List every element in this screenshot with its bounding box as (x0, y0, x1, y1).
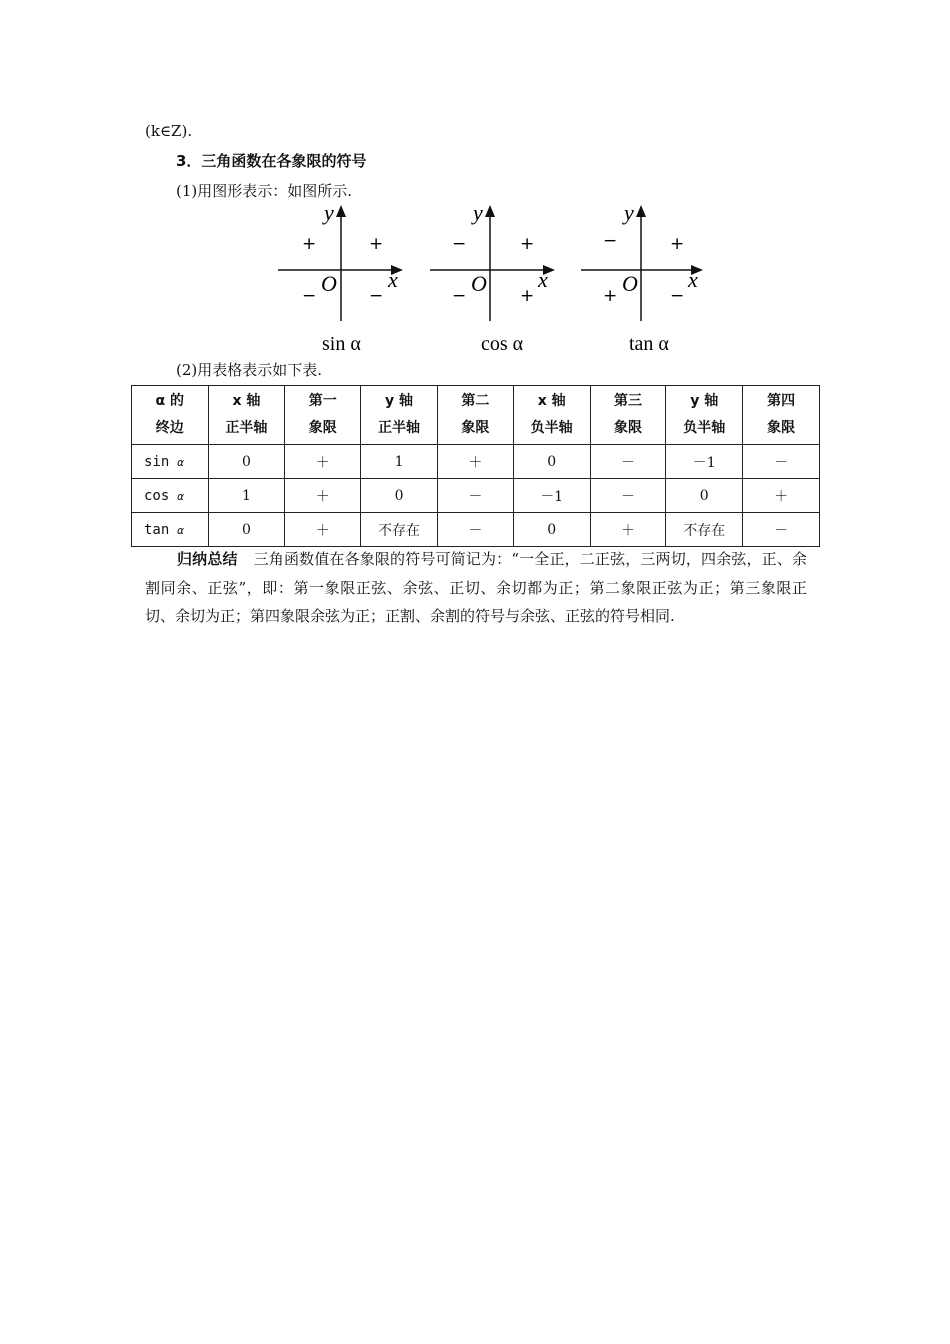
function-name: cos (144, 487, 170, 504)
table-cell: ＋ (743, 479, 820, 513)
table-header-cell (437, 386, 513, 445)
y-label: y (624, 200, 634, 225)
table-header-cell (666, 386, 743, 445)
table-cell: ＋ (437, 445, 513, 479)
quadrant-2-sign: − (452, 234, 467, 254)
table-cell: ＋ (590, 513, 666, 547)
intro-line (145, 121, 192, 141)
x-label: x (388, 267, 398, 292)
function-name: sin (144, 453, 170, 470)
diagram-caption: cos α (481, 333, 524, 355)
summary-text: 三角函数值在各象限的符号可简记为：“一全正，二正弦，三两切，四余弦，正、余割同余、正弦”，即：第一象限正弦、余弦、正切、余切都为正；第二象限正弦为正；第三象限正切、余切为正；第四象限余弦为正；正割、余割的符号与余弦、正弦的符号相同. (145, 550, 807, 625)
diagram-caption: sin α (322, 333, 361, 355)
sign-diagram-cos (430, 200, 560, 362)
table-cell: － (437, 513, 513, 547)
quadrant-3-sign: + (603, 286, 618, 306)
part1-text (176, 181, 352, 201)
quadrant-4-sign: − (369, 286, 384, 306)
table-header-cell (513, 386, 590, 445)
section-title-text: 3．三角函数在各象限的符号 (176, 152, 367, 170)
table-cell: 0 (361, 479, 438, 513)
x-label: x (688, 267, 698, 292)
sin-diagram-svg (278, 200, 408, 358)
function-name: tan (144, 521, 170, 538)
table-cell: － (743, 445, 820, 479)
table-cell: 0 (208, 445, 285, 479)
quadrant-3-sign: − (302, 286, 317, 306)
table-cell: 不存在 (361, 513, 438, 547)
function-name-cell (132, 445, 209, 479)
quadrant-1-sign: + (670, 234, 685, 254)
header-line2: 负半轴 (683, 420, 726, 436)
table-cell: 0 (513, 513, 590, 547)
cos-diagram-svg (430, 200, 560, 358)
table-header-cell (743, 386, 820, 445)
origin-label: O (622, 271, 638, 296)
quadrant-2-sign: − (603, 231, 618, 251)
quadrant-4-sign: − (670, 286, 685, 306)
table-cell: － (743, 513, 820, 547)
origin-label: O (321, 271, 337, 296)
table-header-cell (132, 386, 209, 445)
y-label: y (324, 200, 334, 225)
y-arrow-icon (336, 205, 346, 217)
table-header-cell (590, 386, 666, 445)
quadrant-3-sign: − (452, 286, 467, 306)
header-line1: y 轴 (690, 393, 719, 409)
table-cell: 0 (208, 513, 285, 547)
table-cell: － (590, 445, 666, 479)
table-cell: － (437, 479, 513, 513)
summary-title: 归纳总结 (177, 550, 238, 568)
header-line2: 象限 (308, 420, 337, 436)
table-cell: 0 (513, 445, 590, 479)
part1-label: (1)用图形表示：如图所示. (176, 182, 353, 200)
header-line1: x 轴 (537, 393, 566, 409)
header-line2: 象限 (461, 420, 490, 436)
table-cell: －1 (513, 479, 590, 513)
section-title (176, 151, 366, 171)
sign-table (131, 385, 820, 547)
sign-diagram-tan (581, 200, 711, 362)
header-line1: α 的 (155, 393, 185, 409)
header-line1: 第四 (767, 393, 796, 409)
diagram-caption: tan α (629, 333, 669, 355)
table-cell: 1 (361, 445, 438, 479)
table-header-cell (208, 386, 285, 445)
alpha-symbol: α (177, 489, 184, 503)
origin-label: O (471, 271, 487, 296)
header-line2: 负半轴 (530, 420, 573, 436)
header-line2: 象限 (767, 420, 796, 436)
alpha-symbol: α (177, 523, 184, 537)
header-line2: 正半轴 (225, 420, 268, 436)
function-name-cell (132, 479, 209, 513)
header-line1: 第二 (461, 393, 490, 409)
quadrant-1-sign: + (520, 234, 535, 254)
table-header-cell (285, 386, 361, 445)
quadrant-4-sign: + (520, 286, 535, 306)
table-header-cell (361, 386, 438, 445)
table-cell: ＋ (285, 445, 361, 479)
header-line1: x 轴 (232, 393, 261, 409)
header-line1: 第一 (308, 393, 337, 409)
header-line1: 第三 (613, 393, 642, 409)
table-row (132, 513, 820, 547)
summary-paragraph (145, 545, 807, 631)
table-cell: ＋ (285, 479, 361, 513)
part2-label: (2)用表格表示如下表. (176, 361, 323, 379)
y-arrow-icon (636, 205, 646, 217)
table-cell: 不存在 (666, 513, 743, 547)
header-line1: y 轴 (385, 393, 414, 409)
function-name-cell (132, 513, 209, 547)
header-line2: 正半轴 (378, 420, 421, 436)
x-label: x (538, 267, 548, 292)
part2-text (176, 360, 322, 380)
y-arrow-icon (485, 205, 495, 217)
table-cell: ＋ (285, 513, 361, 547)
table-cell: －1 (666, 445, 743, 479)
tan-diagram-svg (581, 200, 711, 358)
sign-diagram-sin (278, 200, 408, 362)
quadrant-2-sign: + (302, 234, 317, 254)
table-header-row (132, 386, 820, 445)
table-cell: － (590, 479, 666, 513)
y-label: y (473, 200, 483, 225)
table-row (132, 479, 820, 513)
table-row (132, 445, 820, 479)
quadrant-1-sign: + (369, 234, 384, 254)
table-cell: 0 (666, 479, 743, 513)
header-line2: 象限 (613, 420, 642, 436)
alpha-symbol: α (177, 455, 184, 469)
table-cell: 1 (208, 479, 285, 513)
header-line2: 终边 (155, 420, 184, 436)
intro-text: (k∈Z). (145, 122, 193, 140)
